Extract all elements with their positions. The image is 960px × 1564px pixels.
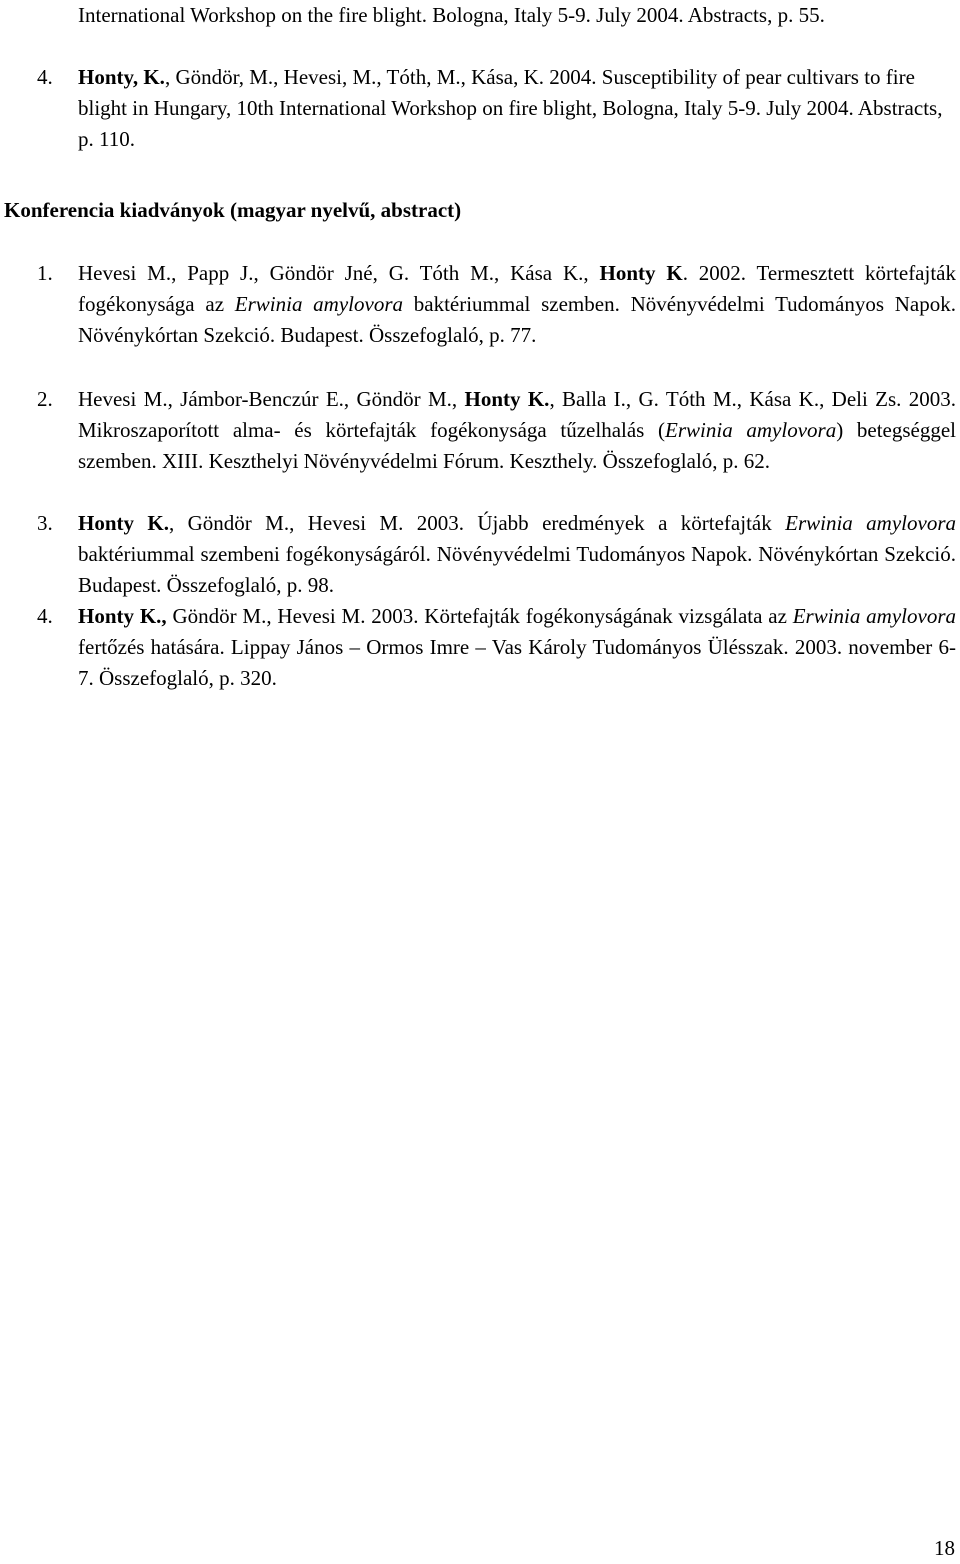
species-name: Erwinia amylovora xyxy=(234,292,403,316)
reference-number: 4. xyxy=(37,65,53,89)
reference-number: 3. xyxy=(37,511,53,535)
section-heading: Konferencia kiadványok (magyar nyelvű, abstract) xyxy=(4,198,462,222)
reference-text: International Workshop on the fire blight. Bologna, Italy 5-9. July 2004. Abstracts, p. 55. xyxy=(78,3,825,27)
reference-number: 1. xyxy=(37,261,53,285)
species-name: Erwinia amylovora xyxy=(792,604,956,628)
reference-authors: Hevesi M., Papp J., Göndör Jné, G. Tóth M., Kása K., xyxy=(78,261,600,285)
reference-body: baktériummal szembeni fogékonyságáról. Növényvédelmi Tudományos Napok. Növénykórtan Szekció. Budapest. Összefoglaló, p. 98. xyxy=(78,542,956,597)
reference-body: baktériummal szemben. Növényvédelmi Tudományos Napok. Növénykórtan Szekció. Budapest. Összefoglaló, p. 77. xyxy=(78,292,956,347)
reference-authors: Hevesi M., Jámbor-Benczúr E., Göndör M., xyxy=(78,387,465,411)
reference-body: , Göndör, M., Hevesi, M., Tóth, M., Kása, K. 2004. Susceptibility of pear cultivars to fire blight in Hungary, 10th International Workshop on fire blight, Bologna, Italy 5-9. July 2004. Abstracts, p. 110. xyxy=(78,65,943,151)
reference-body: Göndör M., Hevesi M. 2003. Körtefajták fogékonyságának vizsgálata az xyxy=(166,604,793,628)
reference-body: . 2002. Termesztett körtefajták fogékonysága az xyxy=(78,261,956,316)
author-highlight: Honty K. xyxy=(464,387,550,411)
author-highlight: Honty K. xyxy=(78,511,169,535)
reference-body: ) betegséggel szemben. XIII. Keszthelyi Növényvédelmi Fórum. Keszthely. Összefoglaló, p. 62. xyxy=(78,418,956,473)
reference-body: , Balla I., G. Tóth M., Kása K., Deli Zs. 2003. Mikroszaporított alma- és körtefajták fogékonysága tűzelhalás ( xyxy=(78,387,956,442)
reference-body: fertőzés hatására. Lippay János – Ormos Imre – Vas Károly Tudományos Ülésszak. 2003. november 6-7. Összefoglaló, p. 320. xyxy=(78,635,956,690)
reference-text xyxy=(78,258,956,351)
reference-text xyxy=(78,384,956,477)
page-number: 18 xyxy=(934,1536,955,1560)
species-name: Erwinia amylovora xyxy=(785,511,957,535)
species-name: Erwinia amylovora xyxy=(665,418,837,442)
author-highlight: Honty K., xyxy=(78,604,167,628)
author-highlight: Honty K xyxy=(599,261,683,285)
reference-body: , Göndör M., Hevesi M. 2003. Újabb eredmények a körtefajták xyxy=(168,511,786,535)
reference-number: 4. xyxy=(37,604,53,628)
reference-text xyxy=(78,601,956,694)
reference-text xyxy=(78,62,956,155)
reference-text xyxy=(78,508,956,601)
author-highlight: Honty, K. xyxy=(78,65,165,89)
reference-number: 2. xyxy=(37,387,53,411)
